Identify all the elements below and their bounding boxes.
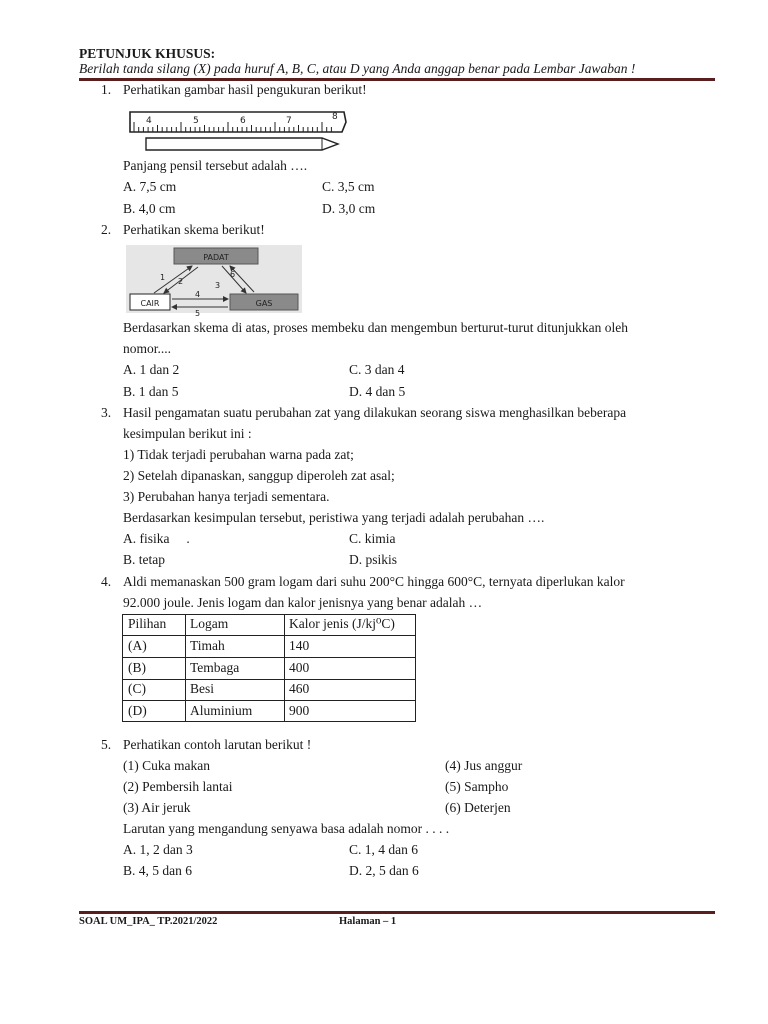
table-cell: 400	[289, 660, 310, 675]
page-title: PETUNJUK KHUSUS:	[79, 46, 216, 61]
q2-option-a: A. 1 dan 2	[123, 362, 180, 377]
q5-option-a: A. 1, 2 dan 3	[123, 842, 193, 857]
table-cell: Aluminium	[190, 703, 253, 718]
q5-item: (1) Cuka makan	[123, 758, 210, 773]
q1-option-a: A. 7,5 cm	[123, 179, 177, 194]
footer-left: SOAL UM_IPA_ TP.2021/2022	[79, 916, 218, 927]
table-row-divider	[122, 657, 416, 658]
q3-option-a: A. fisika .	[123, 531, 190, 546]
q5-prompt: Perhatikan contoh larutan berikut !	[123, 737, 312, 752]
q5-question: Larutan yang mengandung senyawa basa adalah nomor . . . .	[123, 821, 450, 836]
q3-item2: 2) Setelah dipanaskan, sanggup diperoleh zat asal;	[123, 468, 395, 483]
table-col-divider	[284, 614, 285, 722]
num-4: 4	[195, 290, 201, 299]
num-3: 3	[215, 281, 221, 290]
q1-prompt: Perhatikan gambar hasil pengukuran berikut!	[123, 82, 367, 97]
q1-option-c: C. 3,5 cm	[322, 179, 375, 194]
metal-table	[122, 614, 416, 722]
cair-label: CAIR	[140, 299, 160, 308]
q5-item: (5) Sampho	[445, 779, 509, 794]
q5-item: (3) Air jeruk	[123, 800, 191, 815]
table-row-divider	[122, 635, 416, 636]
table-cell: (D)	[128, 703, 147, 718]
table-cell: 140	[289, 638, 310, 653]
q2-option-b: B. 1 dan 5	[123, 384, 179, 399]
num-5: 5	[195, 309, 201, 317]
q5-item: (6) Deterjen	[445, 800, 511, 815]
table-header-logam: Logam	[190, 616, 229, 631]
num-6: 6	[230, 270, 236, 279]
q3-option-c: C. kimia	[349, 531, 396, 546]
table-row-divider	[122, 679, 416, 680]
num-2: 2	[178, 277, 184, 286]
table-cell: Besi	[190, 681, 215, 696]
q1-option-d: D. 3,0 cm	[322, 201, 376, 216]
table-cell: 900	[289, 703, 310, 718]
ruler-label-4: 4	[146, 116, 152, 126]
padat-label: PADAT	[203, 253, 229, 262]
q5-item: (2) Pembersih lantai	[123, 779, 233, 794]
q1-number: 1.	[101, 82, 112, 97]
instruction-text: Berilah tanda silang (X) pada huruf A, B, C, atau D yang Anda anggap benar pada Lembar Jawaban !	[79, 61, 636, 76]
q5-item: (4) Jus anggur	[445, 758, 523, 773]
q3-line1: Hasil pengamatan suatu perubahan zat yang dilakukan seorang siswa menghasilkan beberapa	[123, 405, 627, 420]
table-cell: 460	[289, 681, 310, 696]
ruler-label-6: 6	[240, 116, 246, 126]
ruler-figure	[126, 104, 352, 154]
q3-item1: 1) Tidak terjadi perubahan warna pada zat;	[123, 447, 354, 462]
q3-question: Berdasarkan kesimpulan tersebut, peristiwa yang terjadi adalah perubahan ….	[123, 510, 545, 525]
footer-rule	[79, 911, 715, 914]
q3-item3: 3) Perubahan hanya terjadi sementara.	[123, 489, 330, 504]
q3-line2: kesimpulan berikut ini :	[123, 426, 252, 441]
table-col-divider	[185, 614, 186, 722]
q4-line1: Aldi memanaskan 500 gram logam dari suhu 200°C hingga 600°C, ternyata diperlukan kalor	[123, 574, 625, 589]
table-header-kalor: Kalor jenis (J/kj⁰C)	[289, 616, 395, 631]
table-row-divider	[122, 700, 416, 701]
header-rule	[79, 78, 715, 81]
ruler-label-8: 8	[332, 112, 338, 122]
gas-label: GAS	[255, 299, 273, 308]
q2-option-c: C. 3 dan 4	[349, 362, 405, 377]
q2-question-line2: nomor....	[123, 341, 172, 356]
table-cell: (B)	[128, 660, 146, 675]
pencil	[146, 138, 338, 150]
q5-option-d: D. 2, 5 dan 6	[349, 863, 419, 878]
footer-page-number: Halaman – 1	[339, 916, 397, 927]
ruler-label-5: 5	[193, 116, 199, 126]
table-cell: (A)	[128, 638, 147, 653]
q5-option-b: B. 4, 5 dan 6	[123, 863, 192, 878]
table-cell: (C)	[128, 681, 146, 696]
q3-option-d: D. psikis	[349, 552, 398, 567]
q1-option-b: B. 4,0 cm	[123, 201, 176, 216]
q4-line2: 92.000 joule. Jenis logam dan kalor jenisnya yang benar adalah …	[123, 595, 483, 610]
num-1: 1	[160, 273, 166, 282]
q1-question: Panjang pensil tersebut adalah ….	[123, 158, 308, 173]
q2-prompt: Perhatikan skema berikut!	[123, 222, 265, 237]
ruler-label-7: 7	[286, 116, 292, 126]
q5-option-c: C. 1, 4 dan 6	[349, 842, 418, 857]
table-header-pilihan: Pilihan	[128, 616, 167, 631]
q3-number: 3.	[101, 405, 112, 420]
phase-change-diagram	[126, 245, 302, 317]
q5-number: 5.	[101, 737, 112, 752]
q4-number: 4.	[101, 574, 112, 589]
table-cell: Tembaga	[190, 660, 240, 675]
q3-option-b: B. tetap	[123, 552, 165, 567]
q2-question-line1: Berdasarkan skema di atas, proses membeku dan mengembun berturut-turut ditunjukkan oleh	[123, 320, 628, 335]
q2-number: 2.	[101, 222, 112, 237]
table-cell: Timah	[190, 638, 225, 653]
q2-option-d: D. 4 dan 5	[349, 384, 406, 399]
